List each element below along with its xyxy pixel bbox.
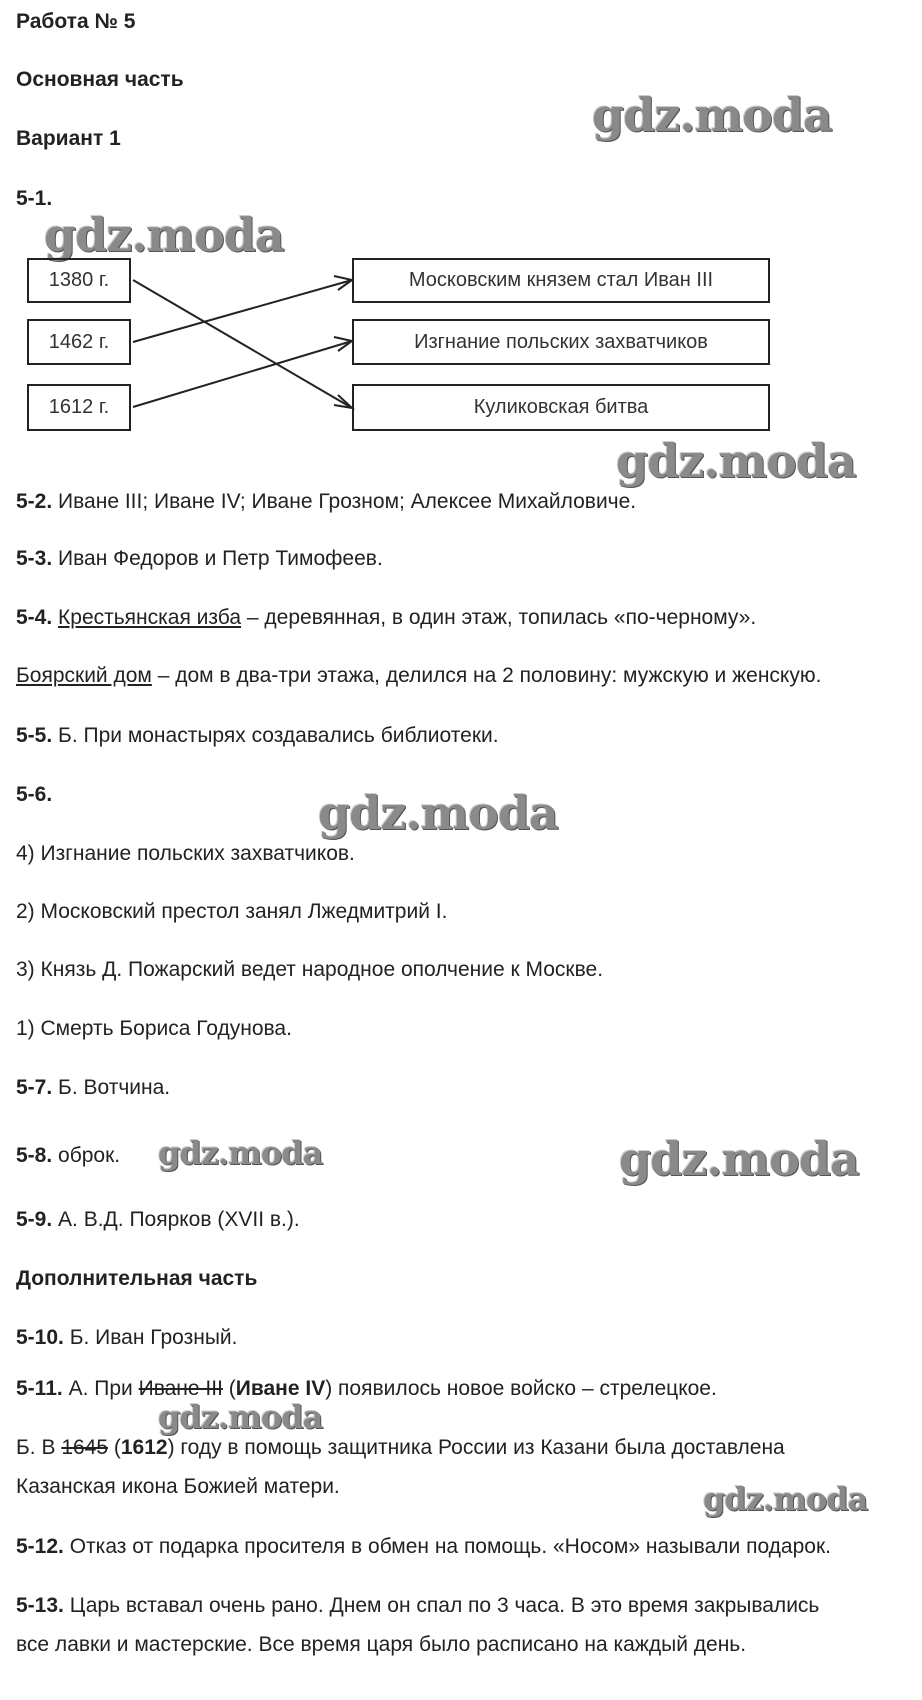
year-label: 1612 г.	[48, 396, 110, 418]
q-label: 5-11.	[16, 1377, 63, 1400]
answer-text: – дом в два-три этажа, делился на 2 половину: мужскую и женскую.	[157, 664, 822, 687]
answer-5-11-b	[16, 1436, 785, 1460]
q-label: 5-12.	[16, 1535, 64, 1558]
answer-5-5	[16, 724, 499, 748]
watermark: gdz.moda	[158, 1398, 323, 1436]
correction: 1612	[120, 1436, 168, 1459]
answer-5-11-a	[16, 1377, 717, 1401]
answer-text: Царь вставал очень рано. Днем он спал по 3 часа. В это время закрывались	[69, 1594, 820, 1617]
variant-heading: Вариант 1	[16, 127, 121, 150]
event-label: Московским князем стал Иван III	[408, 269, 714, 291]
event-label: Куликовская битва	[473, 396, 649, 418]
answer-5-2	[16, 490, 636, 514]
answer-5-12	[16, 1535, 831, 1559]
answer-text: Иване III; Иване IV; Иване Грозном; Алексее Михайловиче.	[58, 490, 637, 513]
paren: (	[228, 1377, 236, 1400]
sequence-item: 4) Изгнание польских захватчиков.	[16, 842, 355, 865]
watermark: gdz.moda	[703, 1480, 868, 1518]
watermark: gdz.moda	[158, 1134, 323, 1172]
answer-text: ) появилось новое войско – стрелецкое.	[325, 1377, 717, 1400]
answer-text: Отказ от подарка просителя в обмен на помощь. «Носом» называли подарок.	[69, 1535, 831, 1558]
q-label: 5-5.	[16, 724, 53, 747]
answer-text: Б. Вотчина.	[58, 1076, 171, 1099]
sequence-item: 3) Князь Д. Пожарский ведет народное ополчение к Москве.	[16, 958, 604, 981]
q-label: 5-8.	[16, 1144, 53, 1167]
arrow-1380	[133, 280, 352, 408]
matching-arrows	[0, 0, 922, 460]
answer-5-11-b-cont: Казанская икона Божией матери.	[16, 1475, 340, 1498]
section-extra-heading: Дополнительная часть	[16, 1267, 258, 1290]
answer-text: Б. Иван Грозный.	[69, 1326, 238, 1349]
q-label: 5-10.	[16, 1326, 64, 1349]
struck-text: 1645	[61, 1436, 109, 1459]
watermark: gdz.moda	[616, 434, 856, 488]
sequence-item: 1) Смерть Бориса Годунова.	[16, 1017, 292, 1040]
answer-text: А. При	[68, 1377, 133, 1400]
term: Крестьянская изба	[58, 606, 242, 629]
section-main-heading: Основная часть	[16, 68, 184, 91]
year-label: 1462 г.	[48, 330, 110, 353]
answer-5-3	[16, 547, 383, 571]
answer-5-9	[16, 1208, 300, 1232]
term: Боярский дом	[16, 664, 152, 687]
struck-text: Иване III	[138, 1377, 223, 1400]
answer-text: оброк.	[58, 1144, 121, 1167]
event-label: Изгнание польских захватчиков	[414, 330, 708, 353]
correction: Иване IV	[235, 1377, 326, 1400]
watermark: gdz.moda	[619, 1132, 859, 1186]
page-title: Работа № 5	[16, 10, 136, 33]
q-label: 5-2.	[16, 490, 53, 513]
watermark: gdz.moda	[592, 88, 832, 142]
answer-text: Б. При монастырях создавались библиотеки.	[58, 724, 499, 747]
answer-text: ) году в помощь защитника России из Казани была доставлена	[167, 1436, 785, 1459]
answer-5-13-cont: все лавки и мастерские. Все время царя было расписано на каждый день.	[16, 1633, 747, 1656]
q5-6-label: 5-6.	[16, 783, 53, 806]
q-label: 5-9.	[16, 1208, 53, 1231]
answer-5-7	[16, 1076, 170, 1100]
watermark: gdz.moda	[318, 786, 558, 840]
watermark: gdz.moda	[44, 208, 284, 262]
q-label: 5-13.	[16, 1594, 64, 1617]
answer-5-8	[16, 1144, 120, 1168]
answer-5-4	[16, 606, 756, 630]
answer-text: – деревянная, в один этаж, топилась «по-черному».	[246, 606, 757, 629]
arrow-1612	[133, 341, 352, 407]
q-label: 5-7.	[16, 1076, 53, 1099]
answer-5-4-second	[16, 664, 821, 688]
answer-text: Иван Федоров и Петр Тимофеев.	[58, 547, 383, 570]
q5-1-label: 5-1.	[16, 187, 53, 210]
answer-5-13	[16, 1594, 819, 1618]
answer-5-10	[16, 1326, 238, 1350]
arrow-1462	[133, 280, 352, 342]
answer-text: А. В.Д. Поярков (XVII в.).	[58, 1208, 300, 1231]
q-label: 5-3.	[16, 547, 53, 570]
year-label: 1380 г.	[48, 269, 110, 291]
sequence-item: 2) Московский престол занял Лжедмитрий I.	[16, 900, 448, 923]
paren: (	[113, 1436, 121, 1459]
answer-text: Б. В	[16, 1436, 56, 1459]
q-label: 5-4.	[16, 606, 53, 629]
